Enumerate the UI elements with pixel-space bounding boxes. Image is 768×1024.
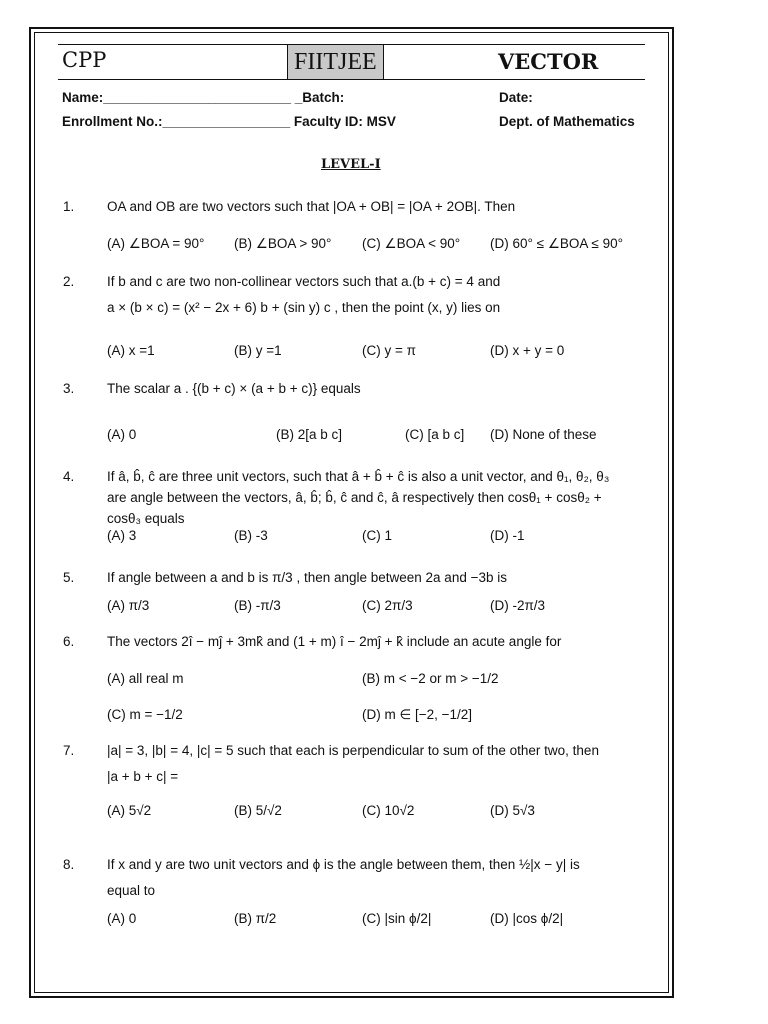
option-d: (D) -2π/3 [490,598,546,613]
option-b: (B) 5/√2 [234,803,282,818]
date-label: Date: [499,90,533,105]
question-text: a × (b × c) = (x² − 2x + 6) b + (sin y) c , then the point (x, y) lies on [107,300,501,315]
option-c: (C) [a b c] [405,427,465,442]
question-text: If x and y are two unit vectors and ϕ is the angle between them, then ½|x − y| is [107,857,580,872]
question-text: The vectors 2î − mĵ + 3mk̂ and (1 + m) î − 2mĵ + k̂ include an acute angle for [107,634,562,649]
option-c: (C) 1 [362,528,392,543]
option-a: (A) x =1 [107,343,155,358]
option-a: (A) ∠BOA = 90° [107,236,205,251]
option-d: (D) 5√3 [490,803,535,818]
option-a: (A) 0 [107,911,137,926]
header-left: CPP [62,48,107,72]
option-c: (C) ∠BOA < 90° [362,236,461,251]
option-d: (D) m ∈ [−2, −1/2] [362,707,473,722]
option-b: (B) ∠BOA > 90° [234,236,332,251]
level-heading: LEVEL-I [321,157,381,172]
option-b: (B) π/2 [234,911,277,926]
option-d: (D) x + y = 0 [490,343,565,358]
name-batch-line: Name:_________________________ _Batch: [62,90,345,105]
question-text: If â, b̂, ĉ are three unit vectors, such that â + b̂ + ĉ is also a unit vector, and θ₁, θ₂, θ₃ [107,469,610,484]
option-a: (A) π/3 [107,598,150,613]
question-number: 4. [63,469,75,484]
option-a: (A) 0 [107,427,137,442]
question-number: 7. [63,743,75,758]
question-text: OA and OB are two vectors such that |OA + OB| = |OA + 2OB|. Then [107,199,516,214]
question-text: equal to [107,883,156,898]
option-b: (B) 2[a b c] [276,427,343,442]
department-label: Dept. of Mathematics [499,114,635,129]
question-text: cosθ₃ equals [107,511,185,526]
option-d: (D) 60° ≤ ∠BOA ≤ 90° [490,236,624,251]
option-a: (A) 3 [107,528,137,543]
question-text: |a| = 3, |b| = 4, |c| = 5 such that each is perpendicular to sum of the other two, then [107,743,599,758]
question-text: The scalar a . {(b + c) × (a + b + c)} equals [107,381,361,396]
question-text: If angle between a and b is π/3 , then angle between 2a and −3b is [107,570,507,585]
option-a: (A) all real m [107,671,184,686]
option-c: (C) y = π [362,343,416,358]
question-number: 6. [63,634,75,649]
question-text: If b and c are two non-collinear vectors such that a.(b + c) = 4 and [107,274,501,289]
header-center-badge: FIITJEE [287,44,384,80]
option-c: (C) |sin ϕ/2| [362,911,432,926]
option-d: (D) -1 [490,528,525,543]
option-d: (D) |cos ϕ/2| [490,911,564,926]
option-b: (B) -3 [234,528,268,543]
enrollment-faculty-line: Enrollment No.:_________________ Faculty ID: MSV [62,114,396,129]
option-c: (C) 10√2 [362,803,415,818]
question-number: 3. [63,381,75,396]
option-b: (B) m < −2 or m > −1/2 [362,671,499,686]
option-b: (B) y =1 [234,343,282,358]
question-number: 2. [63,274,75,289]
option-c: (C) 2π/3 [362,598,413,613]
option-d: (D) None of these [490,427,597,442]
header-bottom-rule [58,79,645,80]
question-number: 1. [63,199,75,214]
question-number: 8. [63,857,75,872]
option-c: (C) m = −1/2 [107,707,183,722]
header-right: VECTOR [498,49,599,74]
question-text: |a + b + c| = [107,769,179,784]
option-b: (B) -π/3 [234,598,281,613]
question-number: 5. [63,570,75,585]
option-a: (A) 5√2 [107,803,152,818]
question-text: are angle between the vectors, â, b̂; b̂, ĉ and ĉ, â respectively then cosθ₁ + cosθ₂ + [107,490,602,505]
